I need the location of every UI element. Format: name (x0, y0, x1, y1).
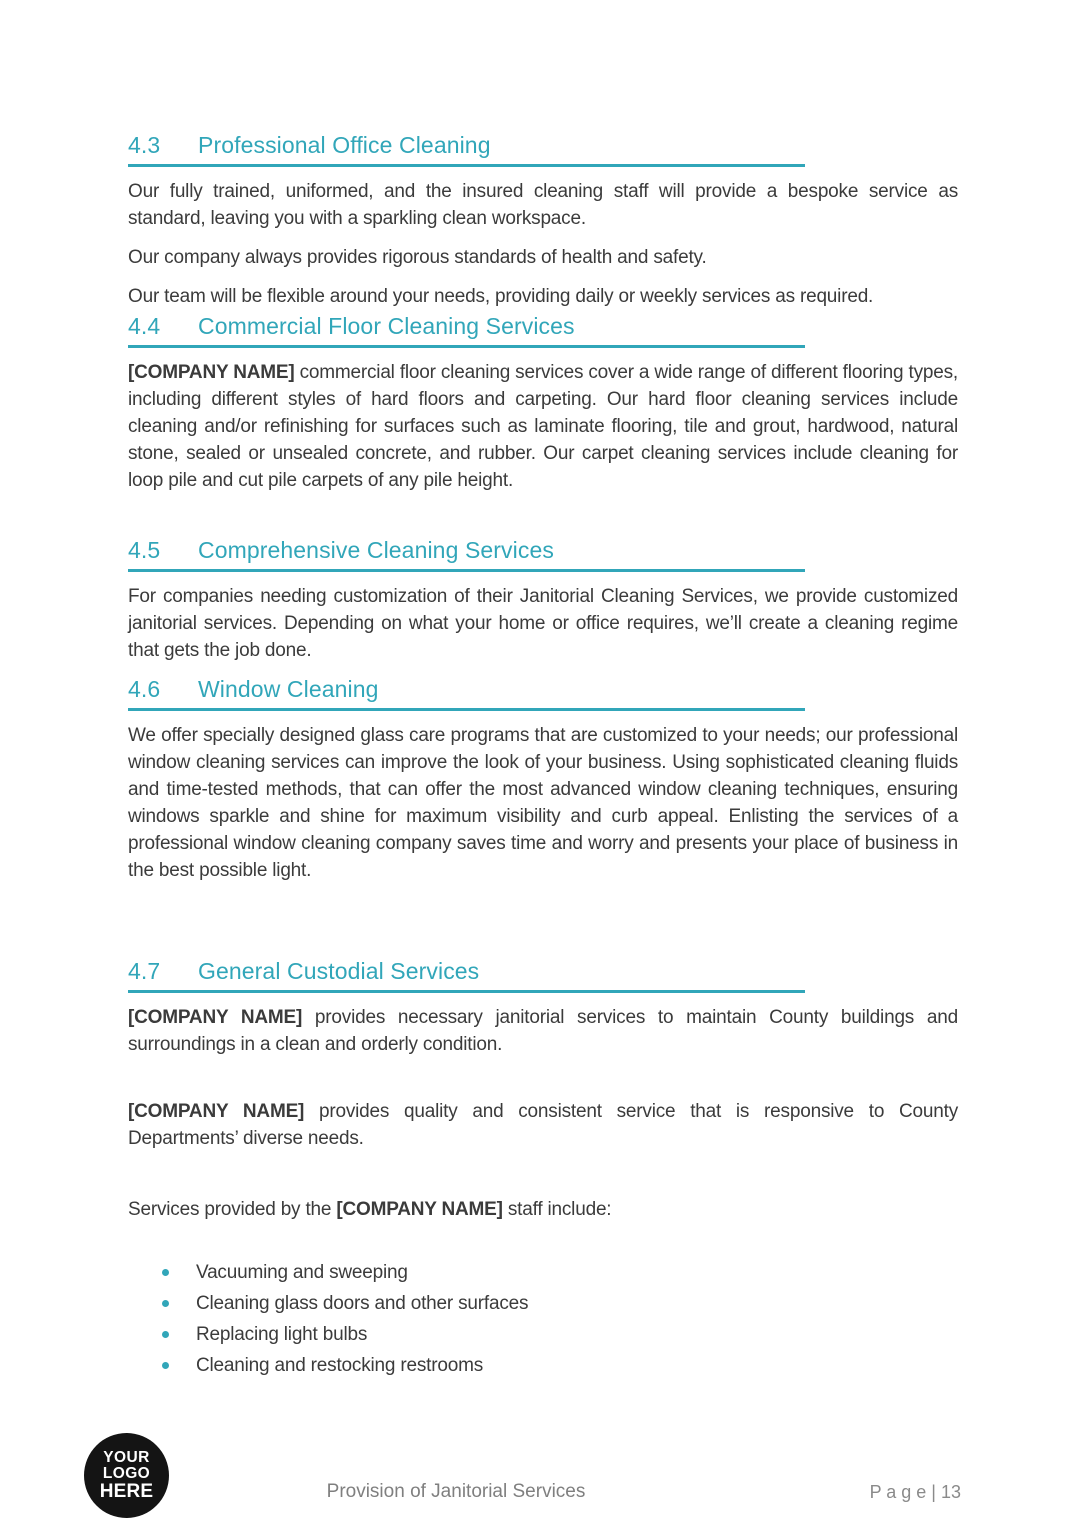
section-heading (128, 535, 805, 572)
footer-document-title: Provision of Janitorial Services (326, 1481, 586, 1502)
section-heading (128, 130, 805, 167)
paragraph: [COMPANY NAME] commercial floor cleaning services cover a wide range of different flooring types, including different styles of hard floors and carpeting. Our hard floor cleaning services include cleaning and/or refinishing for surfaces such as laminate flooring, tile and grout, hardwood, natural stone, sealed or unsealed concrete, and rubber. Our carpet cleaning services include cleaning for loop pile and cut pile carpets of any pile height. (128, 362, 958, 491)
list-item-label: Cleaning and restocking restrooms (196, 1355, 483, 1376)
your-logo-here-badge (84, 1433, 169, 1518)
section-general-custodial-services (128, 956, 958, 1379)
services-bullet-list (128, 1259, 958, 1379)
paragraph: Services provided by the [COMPANY NAME] staff include: (128, 1199, 612, 1220)
section-number: 4.4 (128, 313, 161, 339)
logo-line: HERE (99, 1481, 154, 1502)
section-title: Window Cleaning (198, 676, 379, 702)
logo-line: YOUR (103, 1449, 150, 1466)
paragraph: For companies needing customization of their Janitorial Cleaning Services, we provide customized janitorial services. Depending on what your home or office requires, we’ll create a cleaning regime that gets the job done. (128, 586, 958, 661)
section-number: 4.3 (128, 132, 161, 158)
bullet-icon (162, 1362, 169, 1369)
section-commercial-floor-cleaning (128, 311, 958, 494)
list-item (128, 1290, 958, 1317)
paragraph: Our team will be flexible around your needs, providing daily or weekly services as required. (128, 286, 874, 307)
section-number: 4.5 (128, 537, 161, 563)
section-heading (128, 956, 805, 993)
section-professional-office-cleaning (128, 130, 958, 310)
list-item-label: Vacuuming and sweeping (196, 1262, 408, 1283)
bullet-icon (162, 1331, 169, 1338)
section-window-cleaning (128, 674, 958, 884)
bullet-icon (162, 1269, 169, 1276)
paragraph: We offer specially designed glass care programs that are customized to your needs; our professional window cleaning services can improve the look of your business. Using sophisticated cleaning fluids and time-tested methods, that can offer the most advanced window cleaning techniques, ensuring windows sparkle and shine for maximum visibility and curb appeal. Enlisting the services of a professional window cleaning company saves time and worry and presents your place of business in the best possible light. (128, 725, 958, 881)
section-number: 4.6 (128, 676, 161, 702)
section-comprehensive-cleaning (128, 535, 958, 664)
list-item (128, 1352, 958, 1379)
section-title: Comprehensive Cleaning Services (198, 537, 554, 563)
list-item-label: Replacing light bulbs (196, 1324, 368, 1345)
logo-line: LOGO (102, 1465, 151, 1482)
footer-page-number: P a g e | 13 (869, 1482, 961, 1502)
section-title: General Custodial Services (198, 958, 480, 984)
list-item (128, 1259, 958, 1286)
section-number: 4.7 (128, 958, 161, 984)
section-title: Professional Office Cleaning (198, 132, 491, 158)
paragraph: [COMPANY NAME] provides necessary janitorial services to maintain County buildings and surroundings in a clean and orderly condition. (128, 1007, 958, 1055)
section-heading (128, 311, 805, 348)
list-item-label: Cleaning glass doors and other surfaces (196, 1293, 529, 1314)
list-item (128, 1321, 958, 1348)
section-title: Commercial Floor Cleaning Services (198, 313, 575, 339)
bullet-icon (162, 1300, 169, 1307)
paragraph: Our fully trained, uniformed, and the insured cleaning staff will provide a bespoke service as standard, leaving you with a sparkling clean workspace. (128, 181, 958, 229)
section-heading (128, 674, 805, 711)
paragraph: [COMPANY NAME] provides quality and consistent service that is responsive to County Departments’ diverse needs. (128, 1101, 958, 1149)
paragraph: Our company always provides rigorous standards of health and safety. (128, 247, 707, 268)
